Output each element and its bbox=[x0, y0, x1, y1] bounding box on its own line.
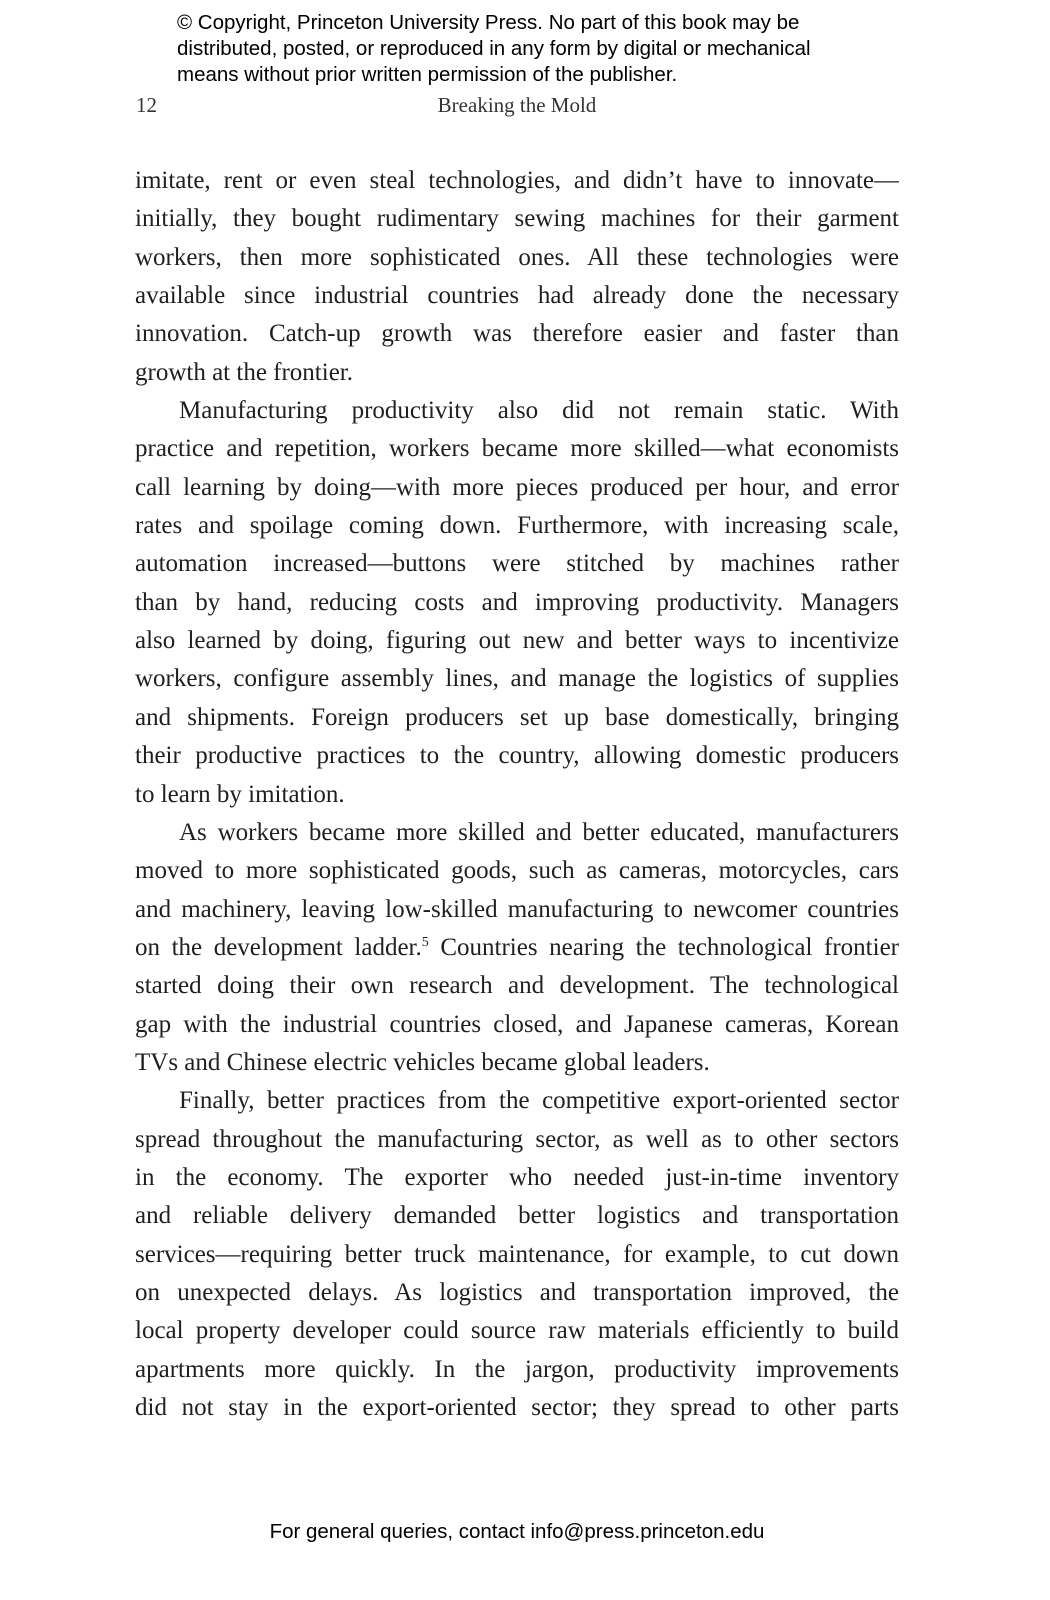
text-line: and machinery, leaving low-skilled manufacturing to newcomer countries bbox=[135, 895, 899, 923]
text-line: on unexpected delays. As logistics and transportation improved, the bbox=[135, 1278, 899, 1306]
paragraph bbox=[135, 392, 899, 814]
footnote-reference[interactable]: 5 bbox=[421, 934, 429, 950]
text-line: call learning by doing—with more pieces produced per hour, and error bbox=[135, 473, 899, 501]
text-segment: Countries nearing the technological frontier bbox=[428, 933, 899, 961]
text-line: workers, then more sophisticated ones. All these technologies were bbox=[135, 243, 899, 271]
running-head bbox=[0, 93, 1050, 123]
text-line: in the economy. The exporter who needed just-in-time inventory bbox=[135, 1163, 899, 1191]
body-text bbox=[135, 162, 899, 1427]
text-segment: on the development ladder. bbox=[135, 933, 422, 961]
page-number: 12 bbox=[136, 93, 157, 117]
text-line: started doing their own research and development. The technological bbox=[135, 972, 899, 1000]
text-line: TVs and Chinese electric vehicles became global leaders. bbox=[135, 1048, 710, 1076]
text-line: did not stay in the export-oriented sector; they spread to other parts bbox=[135, 1394, 899, 1421]
text-line: spread throughout the manufacturing sector, as well as to other sectors bbox=[135, 1125, 899, 1153]
text-line: rates and spoilage coming down. Furthermore, with increasing scale, bbox=[135, 512, 899, 540]
copyright-notice bbox=[177, 10, 897, 88]
text-line: to learn by imitation. bbox=[135, 780, 345, 808]
text-line: gap with the industrial countries closed, and Japanese cameras, Korean bbox=[135, 1010, 899, 1038]
text-line: than by hand, reducing costs and improving productivity. Managers bbox=[135, 588, 899, 616]
text-line: apartments more quickly. In the jargon, productivity improvements bbox=[135, 1355, 899, 1383]
text-line: and reliable delivery demanded better logistics and transportation bbox=[135, 1202, 899, 1230]
text-line: available since industrial countries had already done the necessary bbox=[135, 282, 899, 310]
copyright-line: means without prior written permission of the publisher. bbox=[177, 63, 678, 86]
copyright-line: © Copyright, Princeton University Press. No part of this book may be bbox=[177, 11, 800, 34]
text-line: local property developer could source raw materials efficiently to build bbox=[135, 1317, 899, 1345]
text-line: growth at the frontier. bbox=[135, 358, 353, 386]
text-line: automation increased—buttons were stitched by machines rather bbox=[135, 550, 899, 578]
text-line: workers, configure assembly lines, and manage the logistics of supplies bbox=[135, 665, 899, 693]
footer-contact: For general queries, contact info@press.princeton.edu bbox=[269, 1520, 765, 1543]
text-line-with-footnote bbox=[135, 929, 899, 967]
text-line: innovation. Catch-up growth was therefore easier and faster than bbox=[135, 320, 899, 348]
text-line: practice and repetition, workers became more skilled—what economists bbox=[135, 435, 899, 463]
text-line: moved to more sophisticated goods, such as cameras, motorcycles, cars bbox=[135, 857, 899, 885]
paragraph bbox=[135, 814, 899, 1082]
text-line: As workers became more skilled and better educated, manufacturers bbox=[179, 818, 899, 846]
copyright-line: distributed, posted, or reproduced in any form by digital or mechanical bbox=[177, 37, 811, 60]
text-line: imitate, rent or even steal technologies, and didn’t have to innovate— bbox=[135, 167, 899, 194]
text-line: Manufacturing productivity also did not remain static. With bbox=[179, 397, 899, 425]
text-line: also learned by doing, figuring out new and better ways to incentivize bbox=[135, 627, 899, 655]
paragraph bbox=[135, 1082, 899, 1427]
text-line: initially, they bought rudimentary sewing machines for their garment bbox=[135, 205, 899, 233]
book-title: Breaking the Mold bbox=[437, 93, 597, 117]
text-line: and shipments. Foreign producers set up base domestically, bringing bbox=[135, 703, 899, 731]
paragraph bbox=[135, 162, 899, 392]
text-line: their productive practices to the country, allowing domestic producers bbox=[135, 742, 899, 770]
text-line: Finally, better practices from the competitive export-oriented sector bbox=[179, 1087, 899, 1115]
text-line: services—requiring better truck maintenance, for example, to cut down bbox=[135, 1240, 899, 1268]
